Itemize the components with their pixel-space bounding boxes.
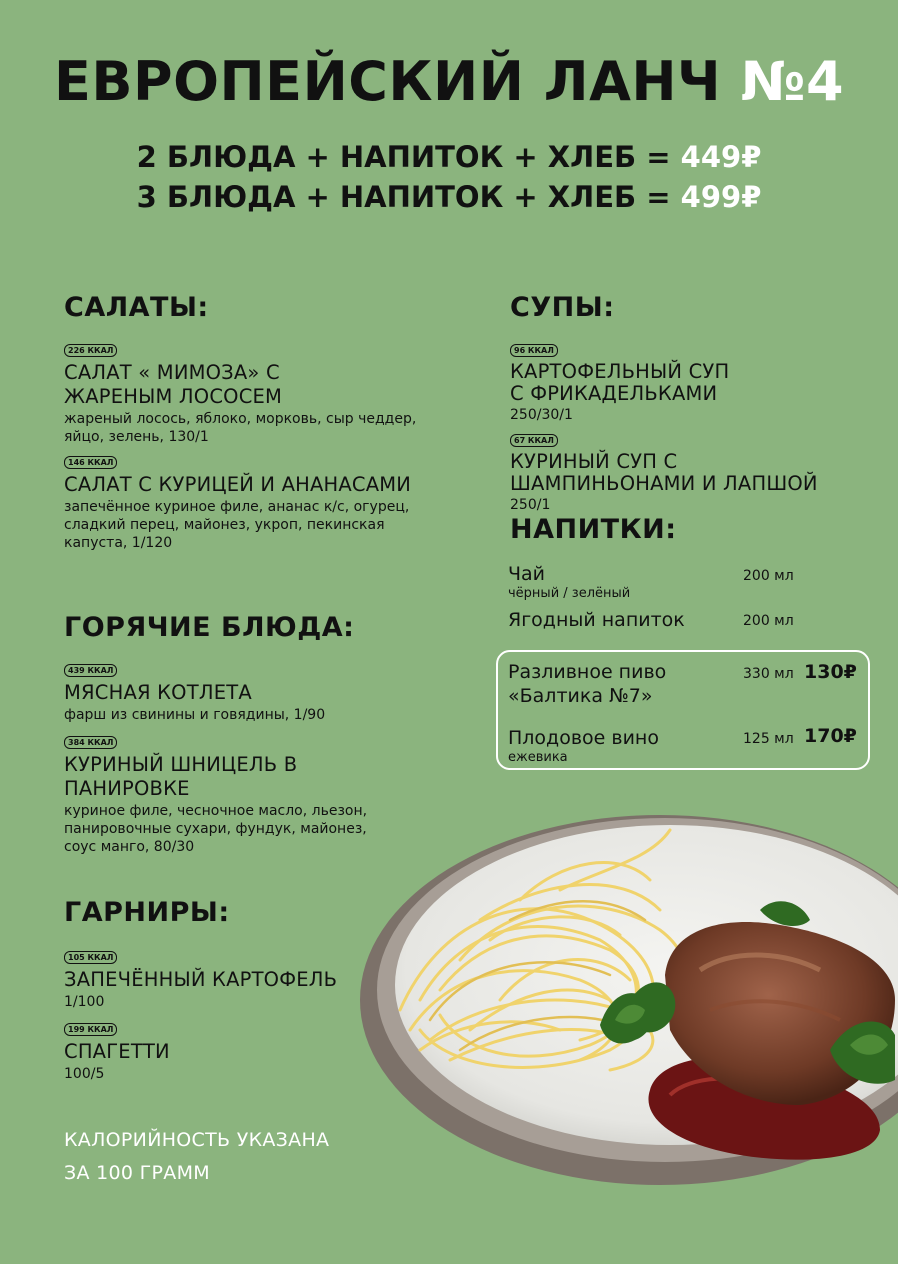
item-description xyxy=(64,802,367,856)
item-desc-line: жареный лосось, яблоко, морковь, сыр чеддер, xyxy=(64,411,417,427)
item-description: 250/30/1 xyxy=(510,407,573,423)
kcal-badge: 384 ККАЛ xyxy=(64,736,117,749)
item-name xyxy=(64,361,416,409)
kcal-badge: 199 ККАЛ xyxy=(64,1023,117,1036)
item-name xyxy=(510,451,818,495)
sides-heading: ГАРНИРЫ: xyxy=(64,897,230,928)
item-desc-line: запечённое куриное филе, ананас к/с, огурец, xyxy=(64,499,410,515)
item-name-line: ПАНИРОВКЕ xyxy=(64,777,190,800)
item-description: 1/100 xyxy=(64,994,105,1010)
item-name-line: С ФРИКАДЕЛЬКАМИ xyxy=(510,382,718,405)
side-item xyxy=(64,1017,170,1083)
combo-2-price: 449₽ xyxy=(680,140,762,174)
combo-3-price: 499₽ xyxy=(680,180,762,214)
drink-item xyxy=(508,608,685,632)
hot-dish-item xyxy=(64,658,325,724)
item-name: МЯСНАЯ КОТЛЕТА xyxy=(64,681,252,704)
drink-name: Ягодный напиток xyxy=(508,609,685,631)
item-description xyxy=(64,410,416,446)
item-name-line: САЛАТ « МИМОЗА» С xyxy=(64,361,280,384)
soup-item xyxy=(510,338,729,424)
item-name xyxy=(64,753,367,801)
item-name-line: ЖАРЕНЫМ ЛОСОСЕМ xyxy=(64,385,283,408)
item-description: 250/1 xyxy=(510,497,551,513)
salad-item xyxy=(64,338,416,446)
drink-price: 170₽ xyxy=(804,725,857,747)
item-name-line: КУРИНЫЙ СУП С xyxy=(510,450,678,473)
drink-price: 130₽ xyxy=(804,661,857,683)
kcal-badge: 96 ККАЛ xyxy=(510,344,558,357)
item-name xyxy=(510,361,729,405)
item-desc-line: панировочные сухари, фундук, майонез, xyxy=(64,821,367,837)
combo-offer-3 xyxy=(0,180,898,214)
soups-heading: СУПЫ: xyxy=(510,292,615,323)
drinks-heading: НАПИТКИ: xyxy=(510,514,677,545)
extra-drink-item xyxy=(508,660,666,708)
side-item xyxy=(64,945,337,1011)
item-desc-line: сладкий перец, майонез, укроп, пекинская xyxy=(64,517,385,533)
item-desc-line: куриное филе, чесночное масло, льезон, xyxy=(64,803,368,819)
drink-name-line2: «Балтика №7» xyxy=(508,685,653,707)
item-description: фарш из свинины и говядины, 1/90 xyxy=(64,707,326,723)
item-name: САЛАТ С КУРИЦЕЙ И АНАНАСАМИ xyxy=(64,473,412,496)
drink-name: Разливное пиво xyxy=(508,661,667,683)
salad-item xyxy=(64,450,411,552)
drink-item xyxy=(508,562,630,602)
drink-volume: 125 мл xyxy=(743,731,794,747)
calorie-note-line: ЗА 100 ГРАММ xyxy=(64,1162,210,1184)
item-name: ЗАПЕЧЁННЫЙ КАРТОФЕЛЬ xyxy=(64,968,338,991)
drink-name: Чай xyxy=(508,563,546,585)
combo-offer-2 xyxy=(0,140,898,174)
item-name-line: ШАМПИНЬОНАМИ И ЛАПШОЙ xyxy=(510,472,818,495)
soup-item xyxy=(510,428,818,514)
item-desc-line: яйцо, зелень, 130/1 xyxy=(64,429,209,445)
combo-2-text: 2 БЛЮДА + НАПИТОК + ХЛЕБ = xyxy=(136,140,671,174)
kcal-badge: 226 ККАЛ xyxy=(64,344,117,357)
item-desc-line: капуста, 1/120 xyxy=(64,535,173,551)
kcal-badge: 439 ККАЛ xyxy=(64,664,117,677)
hot-dish-item xyxy=(64,730,367,856)
hot-dishes-heading: ГОРЯЧИЕ БЛЮДА: xyxy=(64,612,355,643)
item-description xyxy=(64,498,411,552)
drink-subtitle: ежевика xyxy=(508,750,568,765)
item-name-line: КАРТОФЕЛЬНЫЙ СУП xyxy=(510,360,730,383)
combo-3-text: 3 БЛЮДА + НАПИТОК + ХЛЕБ = xyxy=(136,180,671,214)
item-description: 100/5 xyxy=(64,1066,105,1082)
page-title xyxy=(0,50,898,113)
drink-subtitle: чёрный / зелёный xyxy=(508,586,631,601)
salads-heading: САЛАТЫ: xyxy=(64,292,209,323)
drink-volume: 200 мл xyxy=(743,568,794,584)
kcal-badge: 67 ККАЛ xyxy=(510,434,558,447)
item-name-line: КУРИНЫЙ ШНИЦЕЛЬ В xyxy=(64,753,298,776)
title-main: ЕВРОПЕЙСКИЙ ЛАНЧ xyxy=(53,50,722,113)
drink-volume: 330 мл xyxy=(743,666,794,682)
item-name: СПАГЕТТИ xyxy=(64,1040,170,1063)
calorie-note-line: КАЛОРИЙНОСТЬ УКАЗАНА xyxy=(64,1129,330,1151)
extra-drink-item xyxy=(508,726,659,766)
dish-photo xyxy=(360,800,898,1190)
calorie-note xyxy=(64,1124,329,1190)
kcal-badge: 105 ККАЛ xyxy=(64,951,117,964)
drink-volume: 200 мл xyxy=(743,613,794,629)
title-number: №4 xyxy=(740,50,845,113)
drink-name: Плодовое вино xyxy=(508,727,659,749)
item-desc-line: соус манго, 80/30 xyxy=(64,839,195,855)
kcal-badge: 146 ККАЛ xyxy=(64,456,117,469)
